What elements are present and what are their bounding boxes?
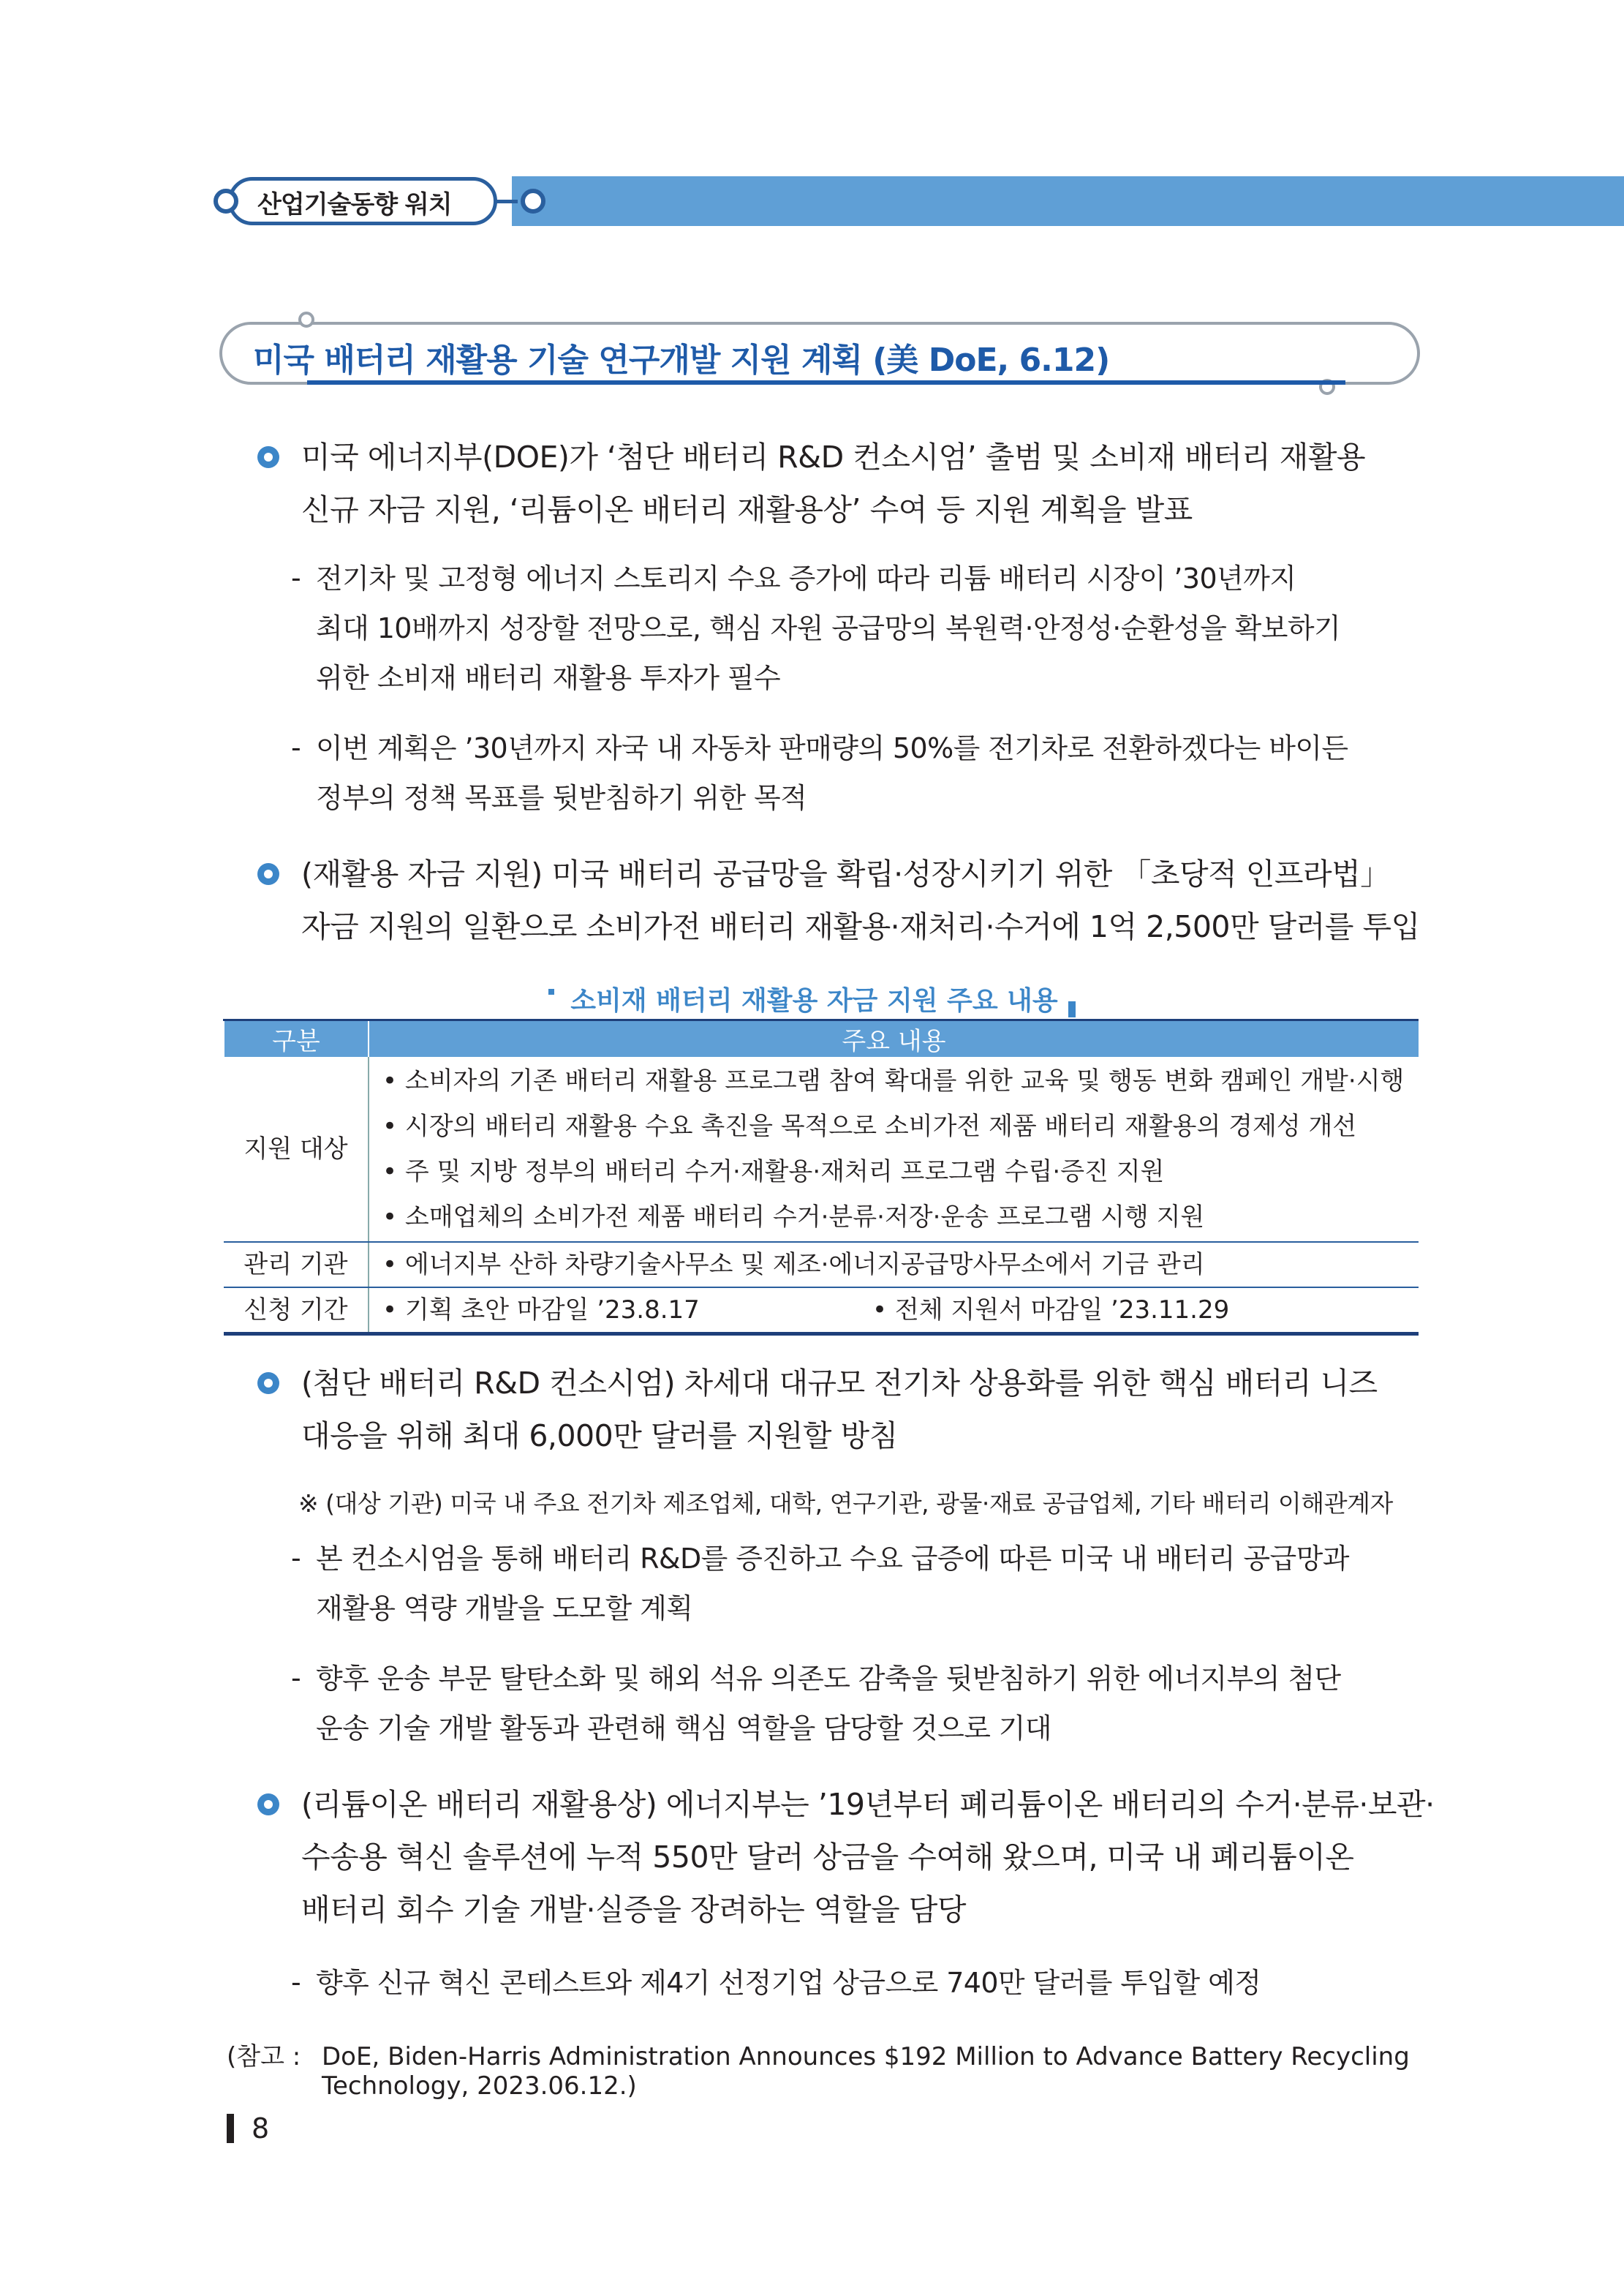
dash-marker: - [291, 731, 301, 764]
sub-line: 향후 운송 부문 탈탄소화 및 해외 석유 의존도 감축을 뒷받침하기 위한 에너지부의 첨단 [316, 1663, 1341, 1695]
table-header-category: 구분 [224, 1021, 369, 1057]
reference-line: DoE, Biden-Harris Administration Announces $192 Million to Advance Battery Recycling [322, 2042, 1410, 2071]
sub-line: 재활용 역량 개발을 도모할 계획 [316, 1592, 693, 1624]
paragraph-line: (재활용 자금 지원) 미국 배터리 공급망을 확립·성장시키기 위한 「초당적 인프라법」 [301, 856, 1390, 892]
paragraph-line: 신규 자금 지원, ‘리튬이온 배터리 재활용상’ 수여 등 지원 계획을 발표 [301, 492, 1193, 527]
circle-bullet-icon [257, 1372, 279, 1394]
table-caption [0, 980, 1624, 1017]
dash-marker: - [291, 1542, 301, 1574]
row-item: • 기획 초안 마감일 ’23.8.17 [382, 1295, 700, 1325]
sub-line: 위한 소비재 배터리 재활용 투자가 필수 [316, 662, 781, 694]
row-key: 지원 대상 [224, 1057, 369, 1242]
paragraph-line: (리튬이온 배터리 재활용상) 에너지부는 ’19년부터 폐리튬이온 배터리의 수거·분류·보관· [301, 1787, 1435, 1822]
circle-bullet-icon [257, 446, 279, 468]
dash-marker: - [291, 1662, 301, 1694]
header-label: 산업기술동향 워치 [257, 190, 452, 219]
table-row [224, 1287, 1419, 1334]
sub-line: 정부의 정책 목표를 뒷받침하기 위한 목적 [316, 782, 807, 814]
table-header-content: 주요 내용 [369, 1021, 1419, 1057]
header-connector [496, 200, 518, 203]
page-number-bar [227, 2114, 234, 2143]
paragraph-line: 배터리 회수 기술 개발·실증을 장려하는 역할을 담당 [301, 1892, 966, 1927]
sub-line: 향후 신규 혁신 콘테스트와 제4기 선정기업 상금으로 740만 달러를 투입할 예정 [316, 1967, 1261, 1999]
sub-line: 이번 계획은 ’30년까지 자국 내 자동차 판매량의 50%를 전기차로 전환하겠다는 바이든 [316, 732, 1348, 764]
header-left-dot [214, 189, 238, 214]
table-header-row [224, 1021, 1419, 1057]
caption-marker-left [548, 989, 554, 995]
row-item: • 소매업체의 소비가전 제품 배터리 수거·분류·저장·운송 프로그램 시행 지원 [382, 1202, 1205, 1232]
page-number: 8 [252, 2112, 270, 2145]
paragraph-line: 자금 지원의 일환으로 소비가전 배터리 재활용·재처리·수거에 1억 2,500만 달러를 투입 [301, 909, 1420, 944]
row-content [369, 1057, 1419, 1242]
row-key: 관리 기관 [224, 1242, 369, 1287]
row-content [369, 1242, 1419, 1287]
paragraph-line: 미국 에너지부(DOE)가 ‘첨단 배터리 R&D 컨소시엄’ 출범 및 소비재 배터리 재활용 [301, 440, 1366, 475]
circle-bullet-icon [257, 1793, 279, 1815]
paragraph-line: 수송용 혁신 솔루션에 누적 550만 달러 상금을 수여해 왔으며, 미국 내 폐리튬이온 [301, 1840, 1354, 1875]
row-key: 신청 기간 [224, 1287, 369, 1334]
header-right-dot [521, 189, 545, 214]
reference-label: (참고 : [227, 2042, 301, 2071]
reference-line: Technology, 2023.06.12.) [322, 2071, 637, 2101]
header-band [512, 176, 1624, 226]
section-top-dot [298, 312, 314, 328]
caption-marker-right [1068, 1001, 1076, 1017]
row-item: • 주 및 지방 정부의 배터리 수거·재활용·재처리 프로그램 수립·증진 지원 [382, 1157, 1165, 1186]
dash-marker: - [291, 562, 301, 594]
paragraph-line: (첨단 배터리 R&D 컨소시엄) 차세대 대규모 전기차 상용화를 위한 핵심 배터리 니즈 [301, 1366, 1378, 1401]
table-row [224, 1242, 1419, 1287]
target-note: ※ (대상 기관) 미국 내 주요 전기차 제조업체, 대학, 연구기관, 광물·재료 공급업체, 기타 배터리 이해관계자 [298, 1489, 1393, 1518]
row-item: • 전체 지원서 마감일 ’23.11.29 [872, 1295, 1230, 1325]
section-title: 미국 배터리 재활용 기술 연구개발 지원 계획 (美 DoE, 6.12) [253, 342, 1110, 379]
section-underline [307, 380, 1345, 385]
circle-bullet-icon [257, 863, 279, 885]
row-item: • 시장의 배터리 재활용 수요 촉진을 목적으로 소비가전 제품 배터리 재활용의 경제성 개선 [382, 1112, 1357, 1141]
support-table [223, 1021, 1419, 1336]
row-content [369, 1287, 1419, 1334]
paragraph-line: 대응을 위해 최대 6,000만 달러를 지원할 방침 [301, 1418, 898, 1453]
row-item: • 소비자의 기존 배터리 재활용 프로그램 참여 확대를 위한 교육 및 행동 변화 캠페인 개발·시행 [382, 1066, 1405, 1096]
sub-line: 본 컨소시엄을 통해 배터리 R&D를 증진하고 수요 급증에 따른 미국 내 배터리 공급망과 [316, 1543, 1349, 1575]
table-caption-text: 소비재 배터리 재활용 자금 지원 주요 내용 [570, 986, 1058, 1016]
row-item: • 에너지부 산하 차량기술사무소 및 제조·에너지공급망사무소에서 기금 관리 [382, 1250, 1205, 1279]
sub-line: 운송 기술 개발 활동과 관련해 핵심 역할을 담당할 것으로 기대 [316, 1712, 1052, 1744]
sub-line: 최대 10배까지 성장할 전망으로, 핵심 자원 공급망의 복원력·안정성·순환성을 확보하기 [316, 612, 1341, 644]
dash-marker: - [291, 1966, 301, 1998]
sub-line: 전기차 및 고정형 에너지 스토리지 수요 증가에 따라 리튬 배터리 시장이 ’30년까지 [316, 562, 1296, 595]
table-row [224, 1057, 1419, 1242]
